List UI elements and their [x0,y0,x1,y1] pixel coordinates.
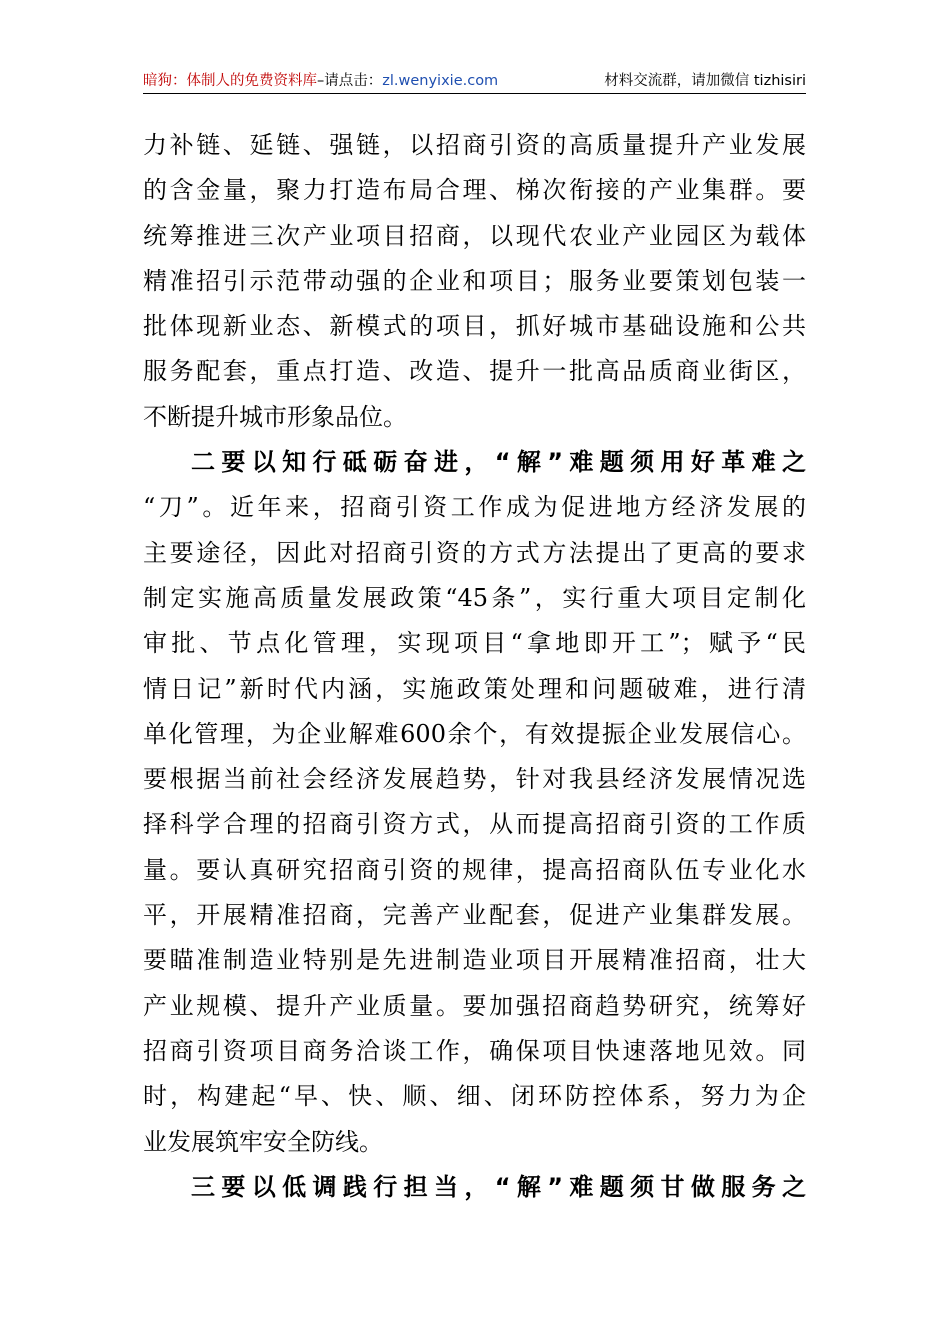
paragraph-line: 批体现新业态、新模式的项目，抓好城市基础设施和公共 [143,312,806,341]
paragraph-line: 择科学合理的招商引资方式，从而提高招商引资的工作质 [143,810,806,839]
paragraph-line: 产业规模、提升产业质量。要加强招商趋势研究，统筹好 [143,991,806,1020]
paragraph-line: 统筹推进三次产业项目招商，以现代农业产业园区为载体 [143,221,806,250]
paragraph-line: 情日记”新时代内涵，实施政策处理和问题破难，进行清 [143,674,806,703]
header-brand: 暗狗：体制人的免费资料库 [143,73,317,89]
paragraph-line: 主要途径，因此对招商引资的方式方法提出了更高的要求 [143,538,806,567]
paragraph-line: 审批、节点化管理，实现项目“拿地即开工”；赋予“民 [143,629,806,658]
paragraph-2 [143,440,806,1165]
section-heading-3: 三要以低调践行担当，“解”难题须甘做服务之 [191,1172,806,1201]
paragraph-1 [143,123,806,440]
paragraph-line: 业发展筑牢安全防线。 [143,1127,383,1156]
section-heading-2: 二要以知行砥砺奋进，“解”难题须用好革难之 [191,448,806,477]
paragraph-line: 精准招引示范带动强的企业和项目；服务业要策划包装一 [143,266,806,295]
paragraph-line: 不断提升城市形象品位。 [143,402,407,431]
paragraph-line: 制定实施高质量发展政策“45条”，实行重大项目定制化 [143,583,806,612]
paragraph-line: 要瞄准制造业特别是先进制造业项目开展精准招商，壮大 [143,946,806,975]
paragraph-line: 的含金量，聚力打造布局合理、梯次衔接的产业集群。要 [143,176,806,205]
paragraph-3 [143,1165,806,1210]
paragraph-line: 力补链、延链、强链，以招商引资的高质量提升产业发展 [143,131,806,159]
paragraph-line: 单化管理，为企业解难600余个，有效提振企业发展信心。 [143,719,806,748]
paragraph-line: 量。要认真研究招商引资的规律，提高招商队伍专业化水 [143,855,806,884]
paragraph-line: “刀”。近年来，招商引资工作成为促进地方经济发展的 [143,493,806,522]
header-url-link[interactable]: zl.wenyixie.com [382,73,499,89]
header-left [143,69,498,90]
paragraph-line: 招商引资项目商务洽谈工作，确保项目快速落地见效。同 [143,1036,806,1065]
paragraph-line: 平，开展精准招商，完善产业配套，促进产业集群发展。 [143,901,806,930]
page-header [143,66,806,94]
header-contact: 材料交流群，请加微信 tizhisiri [604,73,806,89]
paragraph-line: 时，构建起“早、快、顺、细、闭环防控体系，努力为企 [143,1082,806,1111]
document-body [143,123,806,1210]
header-prefix: –请点击： [317,73,383,89]
paragraph-line: 要根据当前社会经济发展趋势，针对我县经济发展情况选 [143,765,806,794]
paragraph-line: 服务配套，重点打造、改造、提升一批高品质商业街区， [143,357,806,386]
